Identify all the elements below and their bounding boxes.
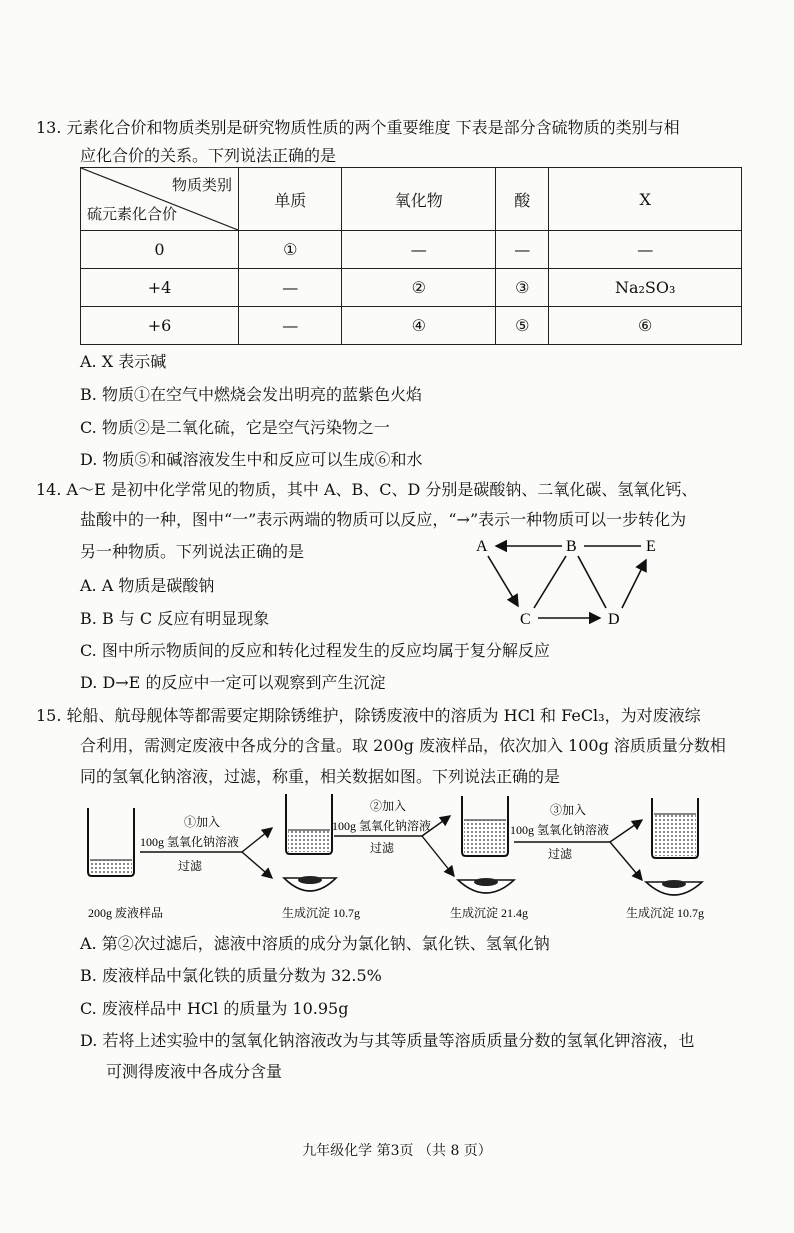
step2-reagent: 100g 氢氧化钠溶液 [332, 819, 432, 833]
option-label: D. [80, 673, 98, 692]
option-text: 第②次过滤后，滤液中溶质的成分为氯化钠、氯化铁、氢氧化钠 [101, 934, 550, 953]
table-row [81, 269, 742, 307]
option-label: A. [80, 576, 97, 595]
step3-arrow-precipitate [610, 842, 642, 880]
option-label: B. [80, 609, 97, 628]
step2-add: ②加入 [370, 799, 407, 813]
option-text: 废液样品中 HCl 的质量为 10.95g [101, 999, 349, 1018]
precipitate-dish-icon [284, 876, 336, 891]
table-cell: Na₂SO₃ [549, 269, 742, 307]
valence-cell: +6 [81, 307, 239, 345]
q14-stem-line3: 另一种物质。下列说法正确的是 [80, 542, 305, 561]
option-label: B. [80, 966, 97, 985]
q13-option-b[interactable] [80, 385, 422, 405]
q13-number: 13. [36, 118, 62, 137]
node-d: D [608, 611, 620, 628]
experiment-flow-diagram [70, 790, 730, 925]
line-b-c [534, 556, 566, 608]
option-text: A 物质是碳酸钠 [101, 576, 215, 595]
arrow-d-to-e [622, 560, 646, 608]
node-a: A [476, 538, 488, 555]
q15-option-d-continued: 可测得废液中各成分含量 [106, 1062, 283, 1081]
valence-cell: +4 [81, 269, 239, 307]
sulfur-valence-table [80, 167, 742, 345]
q15-stem-line1 [36, 706, 701, 726]
table-cell: ⑥ [549, 307, 742, 345]
q14-option-b[interactable] [80, 609, 269, 629]
step1-add: ①加入 [184, 815, 221, 829]
q15-option-b[interactable] [80, 966, 382, 986]
table-row [81, 307, 742, 345]
option-text: 物质⑤和碱溶液发生中和反应可以生成⑥和水 [102, 450, 423, 469]
option-text: 若将上述实验中的氢氧化钠溶液改为与其等质量等溶质质量分数的氢氧化钾溶液，也 [102, 1031, 695, 1050]
column-header: 单质 [239, 168, 342, 231]
step2-op: 过滤 [370, 841, 395, 855]
q14-stem-text1: A～E 是初中化学常见的物质，其中 A、B、C、D 分别是碳酸钠、二氧化碳、氢氧化钙、 [66, 480, 698, 499]
q15-option-d[interactable] [80, 1031, 694, 1051]
valence-cell: 0 [81, 231, 239, 269]
step3-reagent: 100g 氢氧化钠溶液 [510, 823, 610, 837]
step3-arrow-filtrate [610, 820, 642, 842]
option-label: A. [80, 934, 97, 953]
sample-beaker-icon [88, 808, 134, 876]
option-label: A. [80, 352, 97, 371]
filtrate-beaker-icon [652, 798, 698, 858]
step1-arrow-precipitate [242, 852, 272, 878]
table-cell: ③ [496, 269, 549, 307]
q14-number: 14. [36, 480, 62, 499]
sample-label: 200g 废液样品 [88, 906, 164, 920]
column-header: X [549, 168, 742, 231]
table-row [81, 231, 742, 269]
q15-stem-line3: 同的氢氧化钠溶液，过滤，称重，相关数据如图。下列说法正确的是 [80, 767, 561, 786]
step1-op: 过滤 [178, 859, 203, 873]
table-cell: — [342, 231, 496, 269]
column-header: 酸 [496, 168, 549, 231]
table-header-row [81, 168, 742, 231]
column-header: 氧化物 [342, 168, 496, 231]
step3-add: ③加入 [550, 803, 587, 817]
option-label: C. [80, 418, 97, 437]
q15-option-c[interactable] [80, 999, 348, 1019]
option-label: D. [80, 450, 98, 469]
table-corner-cell [81, 168, 239, 231]
reaction-network-diagram [466, 530, 676, 630]
q13-option-a[interactable] [80, 352, 166, 372]
table-cell: ① [239, 231, 342, 269]
q13-stem-line2: 应化合价的关系。下列说法正确的是 [80, 146, 337, 165]
q15-number: 15. [36, 706, 62, 725]
q15-stem-line2: 合利用，需测定废液中各成分的含量。取 200g 废液样品，依次加入 100g 溶质质量分数相 [80, 736, 726, 755]
option-label: C. [80, 999, 97, 1018]
corner-label-category: 物质类别 [171, 176, 232, 194]
q13-option-d[interactable] [80, 450, 422, 470]
step1-reagent: 100g 氢氧化钠溶液 [140, 835, 240, 849]
precipitate-1: 生成沉淀 10.7g [282, 906, 361, 920]
step1-arrow-filtrate [242, 828, 272, 852]
table-cell: ⑤ [496, 307, 549, 345]
page-footer: 九年级化学 第3页 （共 8 页） [302, 1143, 492, 1159]
q14-stem-line1 [36, 480, 697, 500]
q13-stem-text1: 元素化合价和物质类别是研究物质性质的两个重要维度 下表是部分含硫物质的类别与相 [66, 118, 680, 137]
table-cell: ④ [342, 307, 496, 345]
option-text: 物质②是二氧化硫，它是空气污染物之一 [101, 418, 390, 437]
table-cell: — [239, 307, 342, 345]
q14-option-c[interactable] [80, 641, 550, 661]
node-e: E [646, 538, 656, 555]
q14-option-a[interactable] [80, 576, 214, 596]
precipitate-2: 生成沉淀 21.4g [450, 906, 529, 920]
filtrate-beaker-icon [462, 796, 508, 856]
table-cell: — [549, 231, 742, 269]
option-label: D. [80, 1031, 98, 1050]
table-cell: ② [342, 269, 496, 307]
precipitate-dish-icon [458, 878, 514, 893]
corner-label-valence: 硫元素化合价 [87, 205, 178, 223]
line-b-d [578, 556, 606, 608]
q13-option-c[interactable] [80, 418, 390, 438]
arrow-a-to-c [488, 556, 518, 606]
option-text: X 表示碱 [101, 352, 167, 371]
filtrate-beaker-icon [286, 794, 332, 854]
option-label: C. [80, 641, 97, 660]
node-c: C [520, 611, 531, 628]
q13-stem-line1 [36, 118, 680, 138]
option-text: 废液样品中氯化铁的质量分数为 32.5% [101, 966, 382, 985]
step3-op: 过滤 [548, 847, 573, 861]
q14-stem-line2: 盐酸中的一种，图中“一”表示两端的物质可以反应，“→”表示一种物质可以一步转化为 [80, 510, 687, 529]
q15-option-a[interactable] [80, 934, 550, 954]
option-label: B. [80, 385, 97, 404]
option-text: 物质①在空气中燃烧会发出明亮的蓝紫色火焰 [101, 385, 422, 404]
option-text: 图中所示物质间的反应和转化过程发生的反应均属于复分解反应 [101, 641, 550, 660]
table-cell: — [239, 269, 342, 307]
q15-stem-text1: 轮船、航母舰体等都需要定期除锈维护，除锈废液中的溶质为 HCl 和 FeCl₃，为对废液综 [66, 706, 701, 725]
step2-arrow-precipitate [422, 836, 454, 876]
node-b: B [566, 538, 577, 555]
option-text: B 与 C 反应有明显现象 [101, 609, 270, 628]
table-cell: — [496, 231, 549, 269]
precipitate-dish-icon [646, 880, 702, 895]
option-text: D→E 的反应中一定可以观察到产生沉淀 [102, 673, 386, 692]
precipitate-3: 生成沉淀 10.7g [626, 906, 705, 920]
q14-option-d[interactable] [80, 673, 385, 693]
